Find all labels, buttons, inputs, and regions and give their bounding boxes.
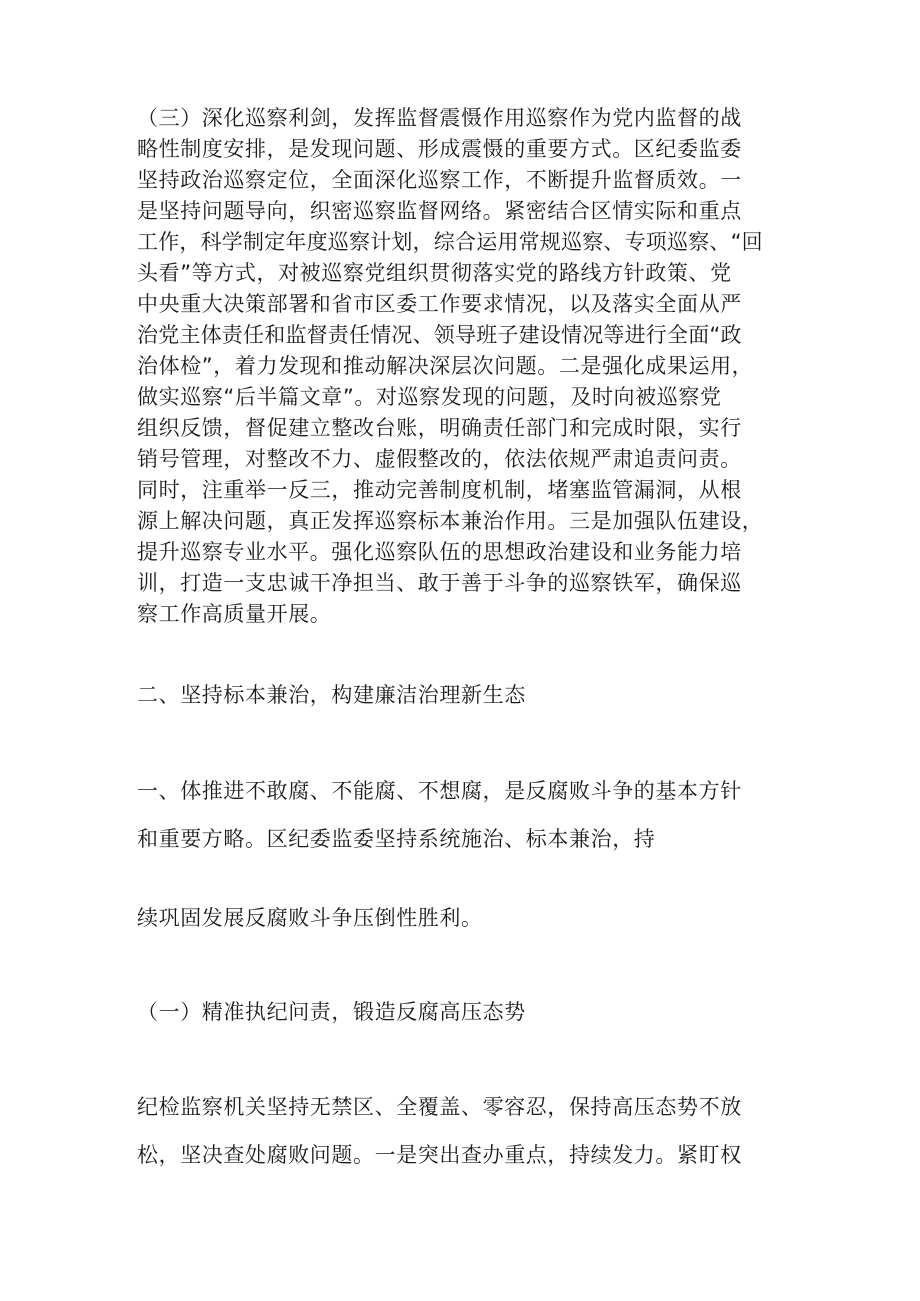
- text-line: 和重要方略。区纪委监委坚持系统施治、标本兼治，持: [137, 827, 656, 851]
- text-line: （三）深化巡察利剑，发挥监督震慑作用巡察作为党内监督的战: [137, 106, 742, 130]
- section-heading: 二、坚持标本兼治，构建廉洁治理新生态: [137, 683, 526, 707]
- text-line: 纪检监察机关坚持无禁区、全覆盖、零容忍，保持高压态势不放: [137, 1095, 742, 1119]
- text-line: 坚持政治巡察定位，全面深化巡察工作，不断提升监督质效。一: [137, 168, 742, 192]
- text-line: 做实巡察“后半篇文章”。对巡察发现的问题，及时向被巡察党: [137, 385, 722, 409]
- text-line: 提升巡察专业水平。强化巡察队伍的思想政治建设和业务能力培: [137, 540, 742, 564]
- text-line: 治党主体责任和监督责任情况、领导班子建设情况等进行全面“政: [137, 323, 742, 347]
- text-line: 续巩固发展反腐败斗争压倒性胜利。: [137, 906, 483, 930]
- text-line: 是坚持问题导向，织密巡察监督网络。紧密结合区情实际和重点: [137, 199, 742, 223]
- subsection-heading: （一）精准执纪问责，锻造反腐高压态势: [137, 1000, 526, 1024]
- text-line: 组织反馈，督促建立整改台账，明确责任部门和完成时限，实行: [137, 416, 742, 440]
- text-line: 同时，注重举一反三，推动完善制度机制，堵塞监管漏洞，从根: [137, 478, 742, 502]
- text-line: 略性制度安排，是发现问题、形成震慑的重要方式。区纪委监委: [137, 137, 742, 161]
- text-line: 训，打造一支忠诚干净担当、敢于善于斗争的巡察铁军，确保巡: [137, 571, 742, 595]
- text-line: 一、体推进不敢腐、不能腐、不想腐，是反腐败斗争的基本方针: [137, 779, 742, 803]
- text-line: 治体检”，着力发现和推动解决深层次问题。二是强化成果运用，: [137, 354, 754, 378]
- text-line: 头看”等方式，对被巡察党组织贯彻落实党的路线方针政策、党: [137, 261, 732, 285]
- text-line: 工作，科学制定年度巡察计划，综合运用常规巡察、专项巡察、“回: [137, 230, 763, 254]
- text-line: 销号管理，对整改不力、虚假整改的，依法依规严肃追责问责。: [137, 447, 742, 471]
- text-line: 源上解决问题，真正发挥巡察标本兼治作用。三是加强队伍建设，: [137, 509, 764, 533]
- text-line: 察工作高质量开展。: [137, 602, 332, 626]
- text-line: 中央重大决策部署和省市区委工作要求情况，以及落实全面从严: [137, 292, 742, 316]
- text-line: 松，坚决查处腐败问题。一是突出查办重点，持续发力。紧盯权: [137, 1143, 742, 1167]
